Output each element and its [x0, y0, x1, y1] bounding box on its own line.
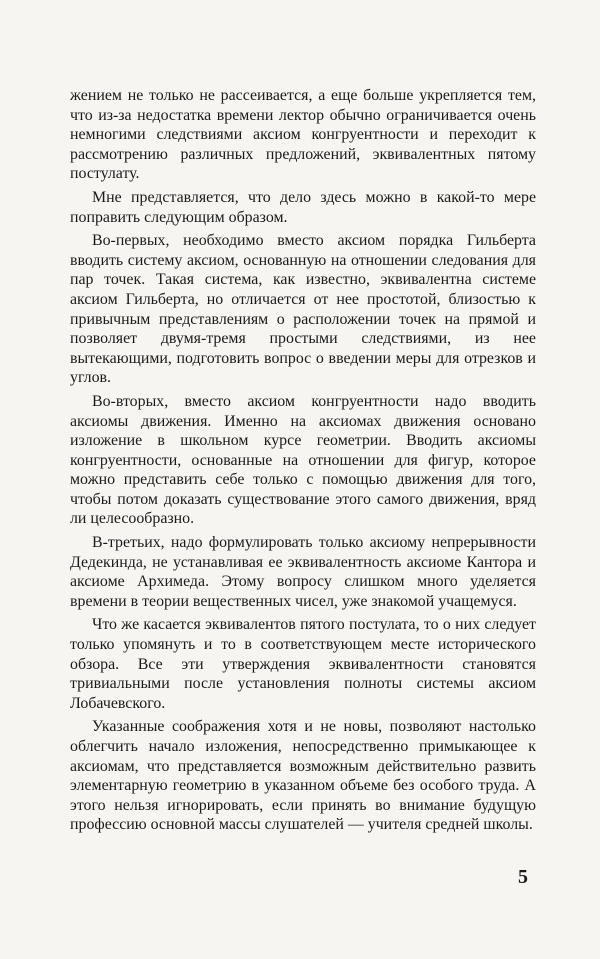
paragraph-second-point: Во-вторых, вместо аксиом конгруентности надо вводить аксиомы движения. Именно на аксиомах движения основано изложение в школьном курсе геометрии. Вводить аксиомы конгруентности, основанные на отношении для фигур, которое можно представить себе только с помощью движения для того, чтобы потом доказать существование этого самого движения, вряд ли целесообразно.	[70, 392, 536, 528]
paragraph-third-point: В-третьих, надо формулировать только аксиому непрерывности Дедекинда, не устанавливая ее эквивалентность аксиоме Кантора и аксиоме Архимеда. Этому вопросу слишком много уделяется времени в теории вещественных чисел, уже знакомой учащемуся.	[70, 534, 536, 610]
paragraph-conclusion: Указанные соображения хотя и не новы, позволяют настолько облегчить начало изложения, непосредственно примыкающее к аксиомам, что представляется возможным действительно развить элементарную геометрию в указанном объеме без особого труда. А этого нельзя игнорировать, если принять во внимание будущую профессию основной массы слушателей — учителя средней школы.	[70, 718, 536, 834]
paragraph-equivalents: Что же касается эквивалентов пятого постулата, то о них следует только упомянуть и то в соответствующем месте исторического обзора. Все эти утверждения эквивалентности становятся тривиальными после установления полноты системы аксиом Лобачевского.	[70, 616, 536, 712]
page-number: 5	[518, 866, 528, 888]
paragraph-first-point: Во-первых, необходимо вместо аксиом порядка Гильберта вводить систему аксиом, основанную на отношении следования для пар точек. Такая система, как известно, эквивалентна системе аксиом Гильберта, но отличается от нее простотой, близостью к привычным представлениям о расположении точек на прямой и позволяет двумя-тремя простыми следствиями, из нее вытекающими, подготовить вопрос о введении меры для отрезков и углов.	[70, 232, 536, 387]
body-text	[70, 86, 536, 835]
paragraph-continuation: жением не только не рассеивается, а еще больше укрепляется тем, что из-за недостатка времени лектор обычно ограничивается очень немногими следствиями аксиом конгруентности и переходит к рассмотрению различных предложений, эквивалентных пятому постулату.	[70, 87, 536, 183]
paragraph-proposal: Мне представляется, что дело здесь можно в какой-то мере поправить следующим образом.	[70, 188, 536, 226]
